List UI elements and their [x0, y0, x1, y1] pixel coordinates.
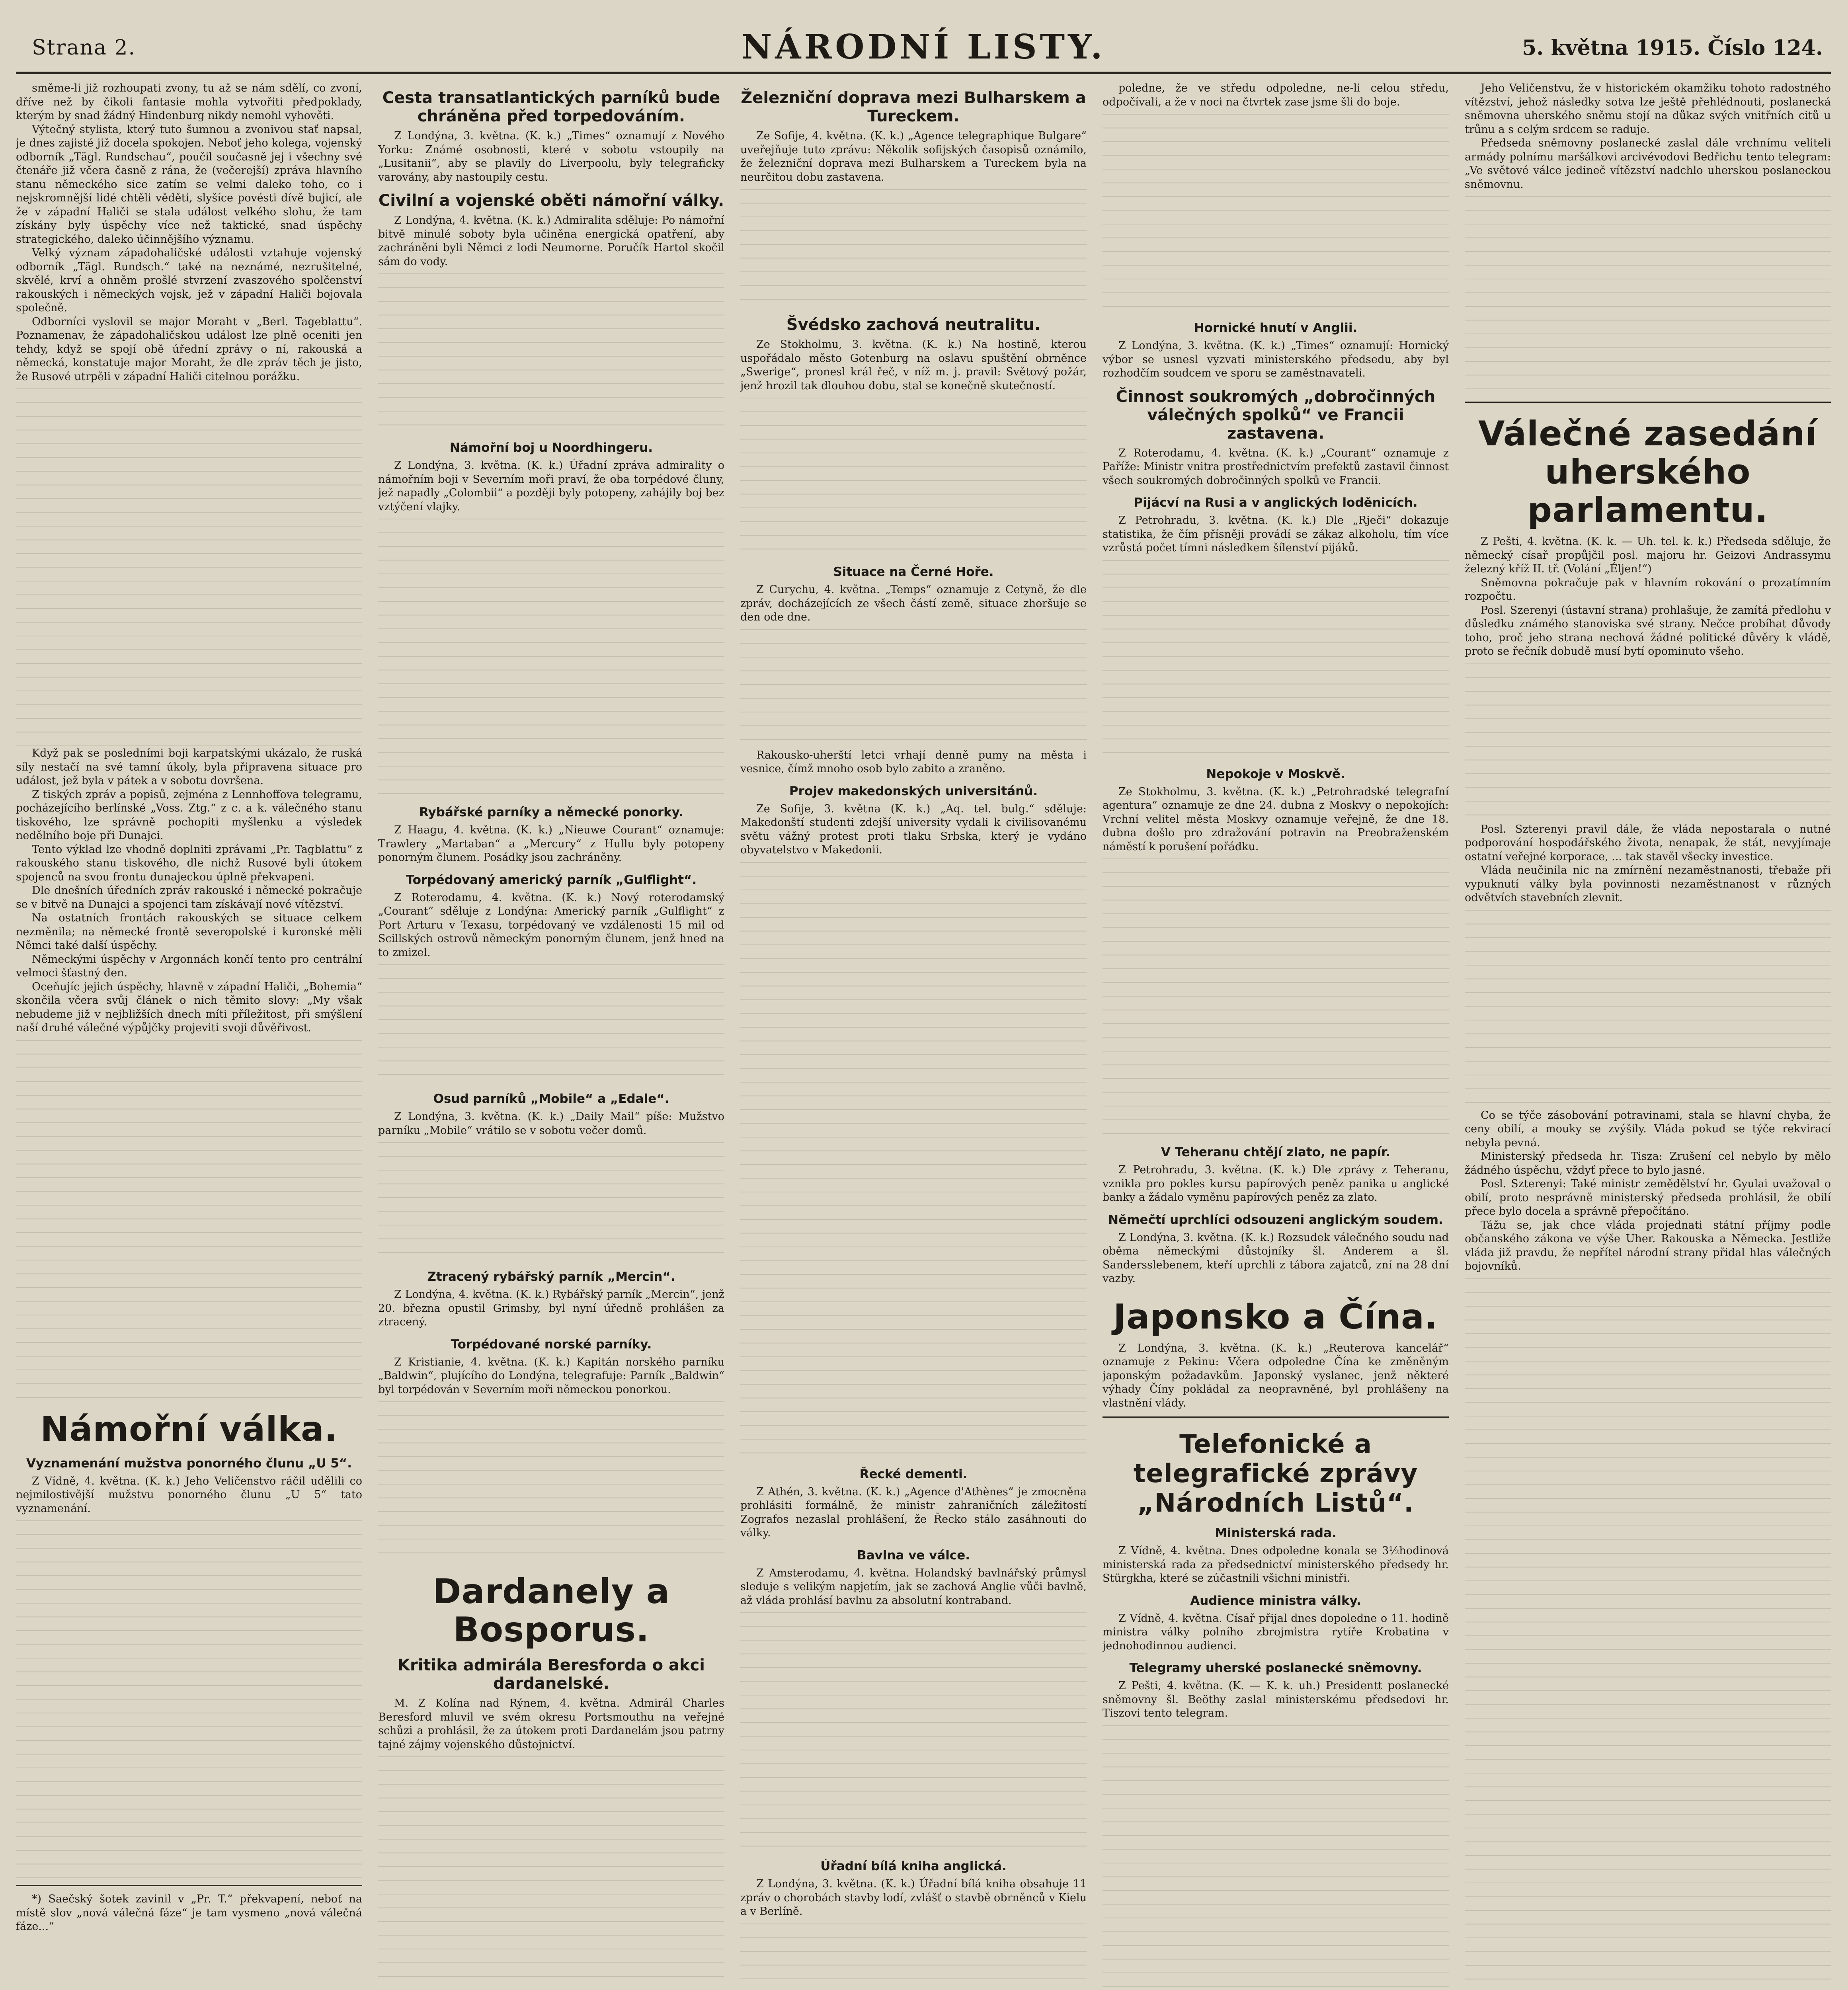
issue-date: 5. května 1915. Číslo 124. [1522, 36, 1823, 60]
article-heading: Švédsko zachová neutralitu. [786, 316, 1041, 334]
paragraph: Z Pešti, 4. května. (K. — K. k. uh.) Presidentt poslanecké sněmovny šl. Beöthy zaslal ministerskému předsedovi hr. Tiszovi tento telegram. [1103, 1680, 1449, 1719]
text-lines [740, 1924, 1087, 1990]
paragraph: Z Petrohradu, 3. května. (K. k.) Dle zprávy z Teheranu, vznikla pro pokles kursu papírových peněz panika u anglické banky a žádalo vyměnu papírových peněz za zlato. [1103, 1164, 1449, 1204]
paragraph: Z Pešti, 4. května. (K. k. — Uh. tel. k. k.) Předseda sděluje, že německý císař propůjčil posl. majoru hr. Geizovi Andrassymu železný kříž II. tř. (Volání „Éljen!“) [1465, 535, 1831, 575]
paragraph: Německými úspěchy v Argonnách končí tento pro centrální velmoci šťastný den. [16, 953, 362, 979]
article-heading: Torpédované norské parníky. [451, 1337, 652, 1352]
paragraph: Ze Sofije, 3. května (K. k.) „Aq. tel. bulg.“ sděluje: Makedonští studenti zdejší university vydali k civilisovanému světu vážný protest proti tlaku Srbska, který je vydáno obyvatelstvo v Makedonii. [740, 802, 1087, 856]
page-number: Strana 2. [32, 36, 136, 60]
article-heading: Cesta transatlantických parníků bude chráněna před torpedováním. [382, 89, 720, 125]
article-heading: Železniční doprava mezi Bulharskem a Tureckem. [741, 89, 1086, 125]
article-heading: Bavlna ve válce. [857, 1548, 970, 1563]
paragraph: Ze Stokholmu, 3. května. (K. k.) Na hostině, kterou uspořádalo město Gotenburg na oslavu spuštění obrněnce „Swerige“, pronesl král řeč, v níž m. j. pravil: Světový požár, jenž hrozil tak dlouhou dobu, stal se konečně skutečností. [740, 338, 1087, 392]
text-lines [740, 862, 1087, 1459]
article-heading: Telegramy uherské poslanecké sněmovny. [1129, 1661, 1422, 1675]
article-heading: Civilní a vojenské oběti námořní války. [378, 191, 724, 210]
section-heading: Dardanely a Bosporus. [433, 1572, 670, 1650]
paragraph: Dle dnešních úředních zpráv rakouské i německé pokračuje se v bitvě na Dunajci a spojenci tam získávají nové vítězství. [16, 884, 362, 911]
article-heading: Pijácví na Rusi a v anglických loděnicích. [1134, 496, 1418, 510]
text-lines [740, 189, 1087, 308]
footnote: *) Saečský šotek zavinil v „Pr. T.“ překvapení, neboť na místě slov „nová válečná fáze“ je tam vysmeno „nová válečná fáze...“ [16, 1893, 362, 1933]
text-lines [1103, 858, 1449, 1137]
text-lines [1465, 663, 1831, 823]
paragraph: Velký význam západohaličské události vztahuje vojenský odborník „Tägl. Rundsch.“ také na neznámé, nezrušitelné, skvělé, krví a ohněm prošlé stvrzení zvaszového spolčenství rakouských i německých vojsk, jež v západní Haliči bojovala společně. [16, 247, 362, 314]
paragraph: Z Londýna, 3. května. (K. k.) „Times“ oznamují z Nového Yorku: Známé osobnosti, které v sobotu vstoupily na „Lusitanii“, aby se plavily do Liverpoolu, byly telegraficky varovány, aby nastoupily cestu. [378, 130, 724, 183]
article-heading: Hornické hnutí v Anglii. [1194, 321, 1358, 335]
text-lines [16, 1040, 362, 1398]
article-heading: Ztracený rybářský parník „Mercin“. [427, 1270, 675, 1284]
paragraph: Rakousko-uherští letci vrhají denně pumy na města i vesnice, čímž mnoho osob bylo zabito a zraněno. [740, 749, 1087, 775]
article-heading: Situace na Černé Hoře. [833, 565, 994, 579]
column-1 [16, 82, 362, 1990]
article-heading: Projev makedonských universitánů. [789, 784, 1038, 798]
paragraph: Na ostatních frontách rakouských se situace celkem nezměnila; na německé frontě severopolské i kuronské měli Němci také další úspěchy. [16, 912, 362, 952]
article-heading: Námořní boj u Noordhingeru. [449, 441, 653, 455]
columns [16, 82, 1831, 1990]
paragraph: Výtečný stylista, který tuto šumnou a zvonivou stať napsal, je dnes zajisté již docela spokojen. Neboť jeho kolega, vojenský odborník „Tägl. Rundschau“, poučil současně jej i všechny své čtenáře již včera časně z rána, že (večerejší) zpráva hlavního stanu německého sice zatím se velmi daleko toho, co i nejskromnější lidé chtěli věděti, slyšíce povésti dívě bujicí, ale že v západní Haliči se stala událost velkého slohu, že tam získány byly úspěchy více než taktické, snad úspěchy strategického, daleko účinnějšího významu. [16, 123, 362, 246]
paragraph: Z Londýna, 3. května. (K. k.) Rozsudek válečného soudu nad oběma německými důstojníky šl. Anderem a šl. Sandersslebenem, kteří uprchli z tábora zajatců, zní na 28 dní vazby. [1103, 1231, 1449, 1285]
paragraph: Vláda neučinila nic na zmírnění nezaměstnanosti, třebaže při vypuknutí války byla povinnosti nezaměstnanost v různých odvětvích stavebních zlevnit. [1465, 864, 1831, 904]
article-heading: Nepokoje v Moskvě. [1206, 767, 1345, 781]
paragraph: Z Londýna, 3. května. (K. k.) „Reuterova kancelář“ oznamuje z Pekinu: Včera odpoledne Čína ke změněným japonským požadavkům. Japonský vyslanec, jenž některé výhady Číny pokládal za neopravněné, byl prohlášeny na vlastnění vlády. [1103, 1342, 1449, 1409]
column-4 [1103, 82, 1449, 1990]
text-lines [1465, 1278, 1831, 1990]
paragraph: Z Amsterodamu, 4. května. Holandský bavlnářský průmysl sleduje s velikým napjetím, jak se zachová Anglie vůči bavlně, až vláda prohlásí bavlnu za absolutní kontraband. [740, 1567, 1087, 1607]
paper-title: NÁRODNÍ LISTY. [741, 27, 1106, 66]
divider [16, 1885, 362, 1886]
paragraph: Ze Sofije, 4. května. (K. k.) „Agence telegraphique Bulgare“ uveřejňuje tuto zprávu: Několik sofijských časopisů oznámilo, že železniční doprava mezi Bulharskem a Tureckem byla na neurčitou dobu zastavena. [740, 130, 1087, 183]
paragraph: Oceňujíc jejich úspěchy, hlavně v západní Haliči, „Bohemia“ skončila včera svůj článek o nich těmito slovy: „My však nebudeme již v nejbližších dnech míti příležitost, při smýšlení naší druhé válečné výpůjčky projeviti svoji důvěřivost. [16, 980, 362, 1034]
article-heading: Němečtí uprchlíci odsouzeni anglickým soudem. [1108, 1212, 1443, 1227]
article-heading: Torpédovaný americký parník „Gulflight“. [406, 872, 697, 887]
text-lines [740, 629, 1087, 749]
column-2 [378, 82, 724, 1990]
article-heading: Řecké dementi. [859, 1467, 968, 1481]
paragraph: Z Vídně, 4. května. Císař přijal dnes dopoledne o 11. hodině ministra války polního zbrojmistra rytíře Krobatina v jednohodinnou audienci. [1103, 1612, 1449, 1652]
paragraph: Tážu se, jak chce vláda projednati státní příjmy podle občanského zákona ve výše Uher. Rakouska a Německa. Jestliže vláda již pravdu, že nepřítel národní strany přidal hlas válečných bojovníků. [1465, 1219, 1831, 1272]
paragraph: směme-li již rozhoupati zvony, tu až se nám sdělí, co zvoní, dříve než by čikoli fantasie mohla vytvořiti předpoklady, kterým by snad žádný Hindenburg nikdy nemohl vyhověti. [16, 82, 362, 122]
text-lines [16, 1520, 362, 1879]
section-heading: Telefonické a telegrafické zprávy „Národních Listů“. [1133, 1430, 1418, 1518]
paragraph: Z Vídně, 4. května. (K. k.) Jeho Veličenstvo ráčil udělili co nejmilostivější mužstvu ponorného člunu „U 5“ tato vyznamenání. [16, 1475, 362, 1515]
paragraph: Z Roterodamu, 4. května. (K. k.) Nový roterodamský „Courant“ sděluje z Londýna: Americký parník „Gulflight“ z Port Arturu v Texasu, torpédovaný ve vzdálenosti 15 mil od Scillských ostrovů německým ponorným člunem, jenž hned na to zmizel. [378, 891, 724, 959]
text-lines [1465, 910, 1831, 1109]
paragraph: Ze Stokholmu, 3. května. (K. k.) „Petrohradské telegrafní agentura“ oznamuje ze dne 24. dubna z Moskvy o nepokojích: Vrchní velitel města Moskvy oznamuje veřejně, že dne 18. dubna došlo pro zdražování potravin na Preobraženském náměstí k porušení pořádku. [1103, 785, 1449, 853]
article-heading: Činnost soukromých „dobročinných válečných spolků“ ve Francii zastavena. [1116, 387, 1436, 443]
paragraph: M. Z Kolína nad Rýnem, 4. května. Admirál Charles Beresford mluvil ve svém okresu Portsmouthu na veřejné schůzi a prohlásil, že za útokem proti Dardanelám jsou patrny tajné zájmy vojenského důstojnictví. [378, 1697, 724, 1751]
paragraph: Sněmovna pokračuje pak v hlavním rokování o prozatímním rozpočtu. [1465, 576, 1831, 603]
article-heading: V Teheranu chtějí zlato, ne papír. [1161, 1145, 1391, 1159]
text-lines [378, 964, 724, 1084]
text-lines [378, 273, 724, 433]
paragraph: Z Athén, 3. května. (K. k.) „Agence d'Athènes“ je zmocněna prohlásiti formálně, že ministr zahraničních záležitostí Zografos nezaslal prohlášení, že Řecko stálo zasáhnouti do války. [740, 1485, 1087, 1539]
paragraph: Posl. Szerenyi (ústavní strana) prohlašuje, že zamítá předlohu v důsledku známého stanoviska své strany. Nečce probíhat důvody toho, proč jeho strana nechová žádné politické důvěry k vládě, proto se řečník dobudě musí bytí opominuto všeho. [1465, 604, 1831, 657]
divider [1103, 1416, 1449, 1418]
paragraph: Odborníci vyslovil se major Moraht v „Berl. Tageblattu“. Poznamenav, že západohaličskou událost lze plně oceniti jen tehdy, když se spojí obě úřední zprávy o ní, rakouská a německá, konstatuje major Moraht, že dle zpráv těch je jisto, že Rusové utrpěli v západní Haliči citelnou porážku. [16, 315, 362, 383]
text-lines [378, 519, 724, 797]
text-lines [740, 398, 1087, 557]
paragraph: Když pak se posledními boji karpatskými ukázalo, že ruská síly nestačí na své tamní úkoly, byla připravena situace pro událost, jež byla v pátek a v sobotu dovršena. [16, 747, 362, 787]
paragraph: Z Londýna, 3. května. (K. k.) „Daily Mail“ píše: Mužstvo parníku „Mobile“ vrátilo se v sobotu večer domů. [378, 1110, 724, 1137]
paragraph: Z Kristianie, 4. května. (K. k.) Kapitán norského parníku „Baldwin“, plujícího do Londýna, telegrafuje: Parník „Baldwin“ byl torpédován v Severním moři německou ponorkou. [378, 1356, 724, 1396]
section-heading: Válečné zasedání uherského parlamentu. [1478, 414, 1818, 530]
paragraph: Tento výklad lze vhodně doplniti zprávami „Pr. Tagblattu“ z rakouského stanu tiskového, dle nichž Rusové byli útokem spojenců na svou frontu dunajeckou úplně překvapeni. [16, 843, 362, 883]
paragraph: Z Haagu, 4. května. (K. k.) „Nieuwe Courant“ oznamuje: Trawlery „Martaban“ a „Mercury“ z Hullu byly potopeny ponorným člunem. Posádky jsou zachráněny. [378, 824, 724, 864]
paragraph: Předseda sněmovny poslanecké zaslal dále vrchnímu veliteli armády polnímu maršálkovi arcivévodovi Bedřichu tento telegram: „Ve světové válce jedineč vítězství nadchlo uherskou poslaneckou sněmovnu. [1465, 137, 1831, 191]
column-5 [1465, 82, 1831, 1990]
article-heading: Osud parníků „Mobile“ a „Edale“. [433, 1092, 669, 1106]
article-heading: Audience ministra války. [1190, 1593, 1361, 1608]
text-lines [378, 1756, 724, 1990]
paragraph: Posl. Szterenyi pravil dále, že vláda nepostarala o nutné podporování hospodářského života, nenapak, že stát, nevyjímaje ostatní veřejné korporace, ... tak stavěl všecky investice. [1465, 823, 1831, 863]
paragraph: Z Curychu, 4. května. „Temps“ oznamuje z Cetyně, že dle zpráv, docházejících ze všech částí země, situace zhoršuje se den ode dne. [740, 583, 1087, 623]
paragraph: Jeho Veličenstvu, že v historickém okamžiku tohoto radostného vítězství, jehož následky sotva lze ještě přehlédnouti, poslanecká sněmovna uherského sněmu stojí na důkaz svých vnitřních citů u trůnu a s celým srdcem se raduje. [1465, 82, 1831, 136]
article-heading: Kritika admirála Beresforda o akci dardanelské. [397, 1656, 705, 1693]
text-lines [378, 1142, 724, 1262]
article-heading: Ministerská rada. [1215, 1526, 1337, 1540]
paragraph: Ministerský předseda hr. Tisza: Zrušení cel nebylo by mělo žádného úspěchu, vždyť přece to bylo jasné. [1465, 1150, 1831, 1176]
paragraph: Z Londýna, 3. května. (K. k.) Úřadní zpráva admirality o námořním boji v Severním moři praví, že oba torpédové čluny, jež napadly „Colombii“ a později byly potopeny, zahájily boj bez vztýčení vlajky. [378, 459, 724, 513]
column-3 [740, 82, 1087, 1990]
text-lines [16, 388, 362, 747]
paragraph: poledne, že ve středu odpoledne, ne-li celou středu, odpočívali, a že v noci na čtvrtek zase jsme šli do boje. [1103, 82, 1449, 108]
paragraph: Z Londýna, 3. května. (K. k.) Úřadní bílá kniha obsahuje 11 zpráv o chorobách stavby lodí, zvlášť o stavbě obrněnců v Kielu a v Berlíně. [740, 1878, 1087, 1918]
section-heading: Námořní válka. [40, 1409, 338, 1449]
paragraph: Z Roterodamu, 4. května. (K. k.) „Courant“ oznamuje z Paříže: Ministr vnitra prostřednictvím prefektů zastavil činnost všech soukromých dobročinných spolků ve Francii. [1103, 447, 1449, 487]
paragraph: Z Londýna, 3. května. (K. k.) „Times“ oznamují: Hornický výbor se usnesl vyzvati ministerského předsedu, aby byl rozhodčím soudcem ve sporu se zaměstnavateli. [1103, 339, 1449, 379]
text-lines [1103, 1725, 1449, 1990]
text-lines [1103, 114, 1449, 313]
masthead [16, 24, 1831, 74]
text-lines [1465, 196, 1831, 395]
paragraph: Z Petrohradu, 3. května. (K. k.) Dle „Rječi“ dokazuje statistika, že čím přísněji provádí se zákaz alkoholu, tím více vzrůstá počet tímni následkem šílenství pijáků. [1103, 514, 1449, 554]
section-heading: Japonsko a Čína. [1113, 1297, 1438, 1337]
paragraph: Z Vídně, 4. května. Dnes odpoledne konala se 3½hodinová ministerská rada za předsednictví ministerského předsedy hr. Stürgkha, které se zúčastnili všichni ministři. [1103, 1545, 1449, 1584]
paragraph: Z Londýna, 4. května. (K. k.) Admiralita sděluje: Po námořní bitvě minulé soboty byla učiněna energická opatření, aby zachráněni byli Němci z lodi Neumorne. Poručík Hartol skočil sám do vody. [378, 214, 724, 268]
paragraph: Co se týče zásobování potravinami, stala se hlavní chyba, že ceny obilí, a mouky se zvýšily. Vláda pokud se týče rekvirací nebyla pevná. [1465, 1109, 1831, 1149]
paragraph: Z tiských zpráv a popisů, zejména z Lennhoffova telegramu, pocházejícího berlínské „Voss. Ztg.“ z c. a k. válečného stanu tiskového, lze správně pochopiti myšlenku a výsledek nedělního boje při Dunajci. [16, 788, 362, 842]
paragraph: Z Londýna, 4. května. (K. k.) Rybářský parník „Mercin“, jenž 20. března opustil Grimsby, byl nyní úředně prohlášen za ztracený. [378, 1288, 724, 1328]
text-lines [1103, 560, 1449, 759]
article-heading: Vyznamenání mužstva ponorného člunu „U 5“. [26, 1456, 352, 1471]
article-heading: Úřadní bílá kniha anglická. [820, 1859, 1007, 1873]
divider [1465, 402, 1831, 403]
text-lines [740, 1612, 1087, 1851]
text-lines [378, 1401, 724, 1561]
article-heading: Rybářské parníky a německé ponorky. [419, 805, 683, 819]
paragraph: Posl. Szterenyi: Také ministr zemědělství hr. Gyulai uvažoval o obilí, proto nesprávně ministerský předseda prohlásil, že obilí přece bylo docela a správně přepočítáno. [1465, 1178, 1831, 1217]
